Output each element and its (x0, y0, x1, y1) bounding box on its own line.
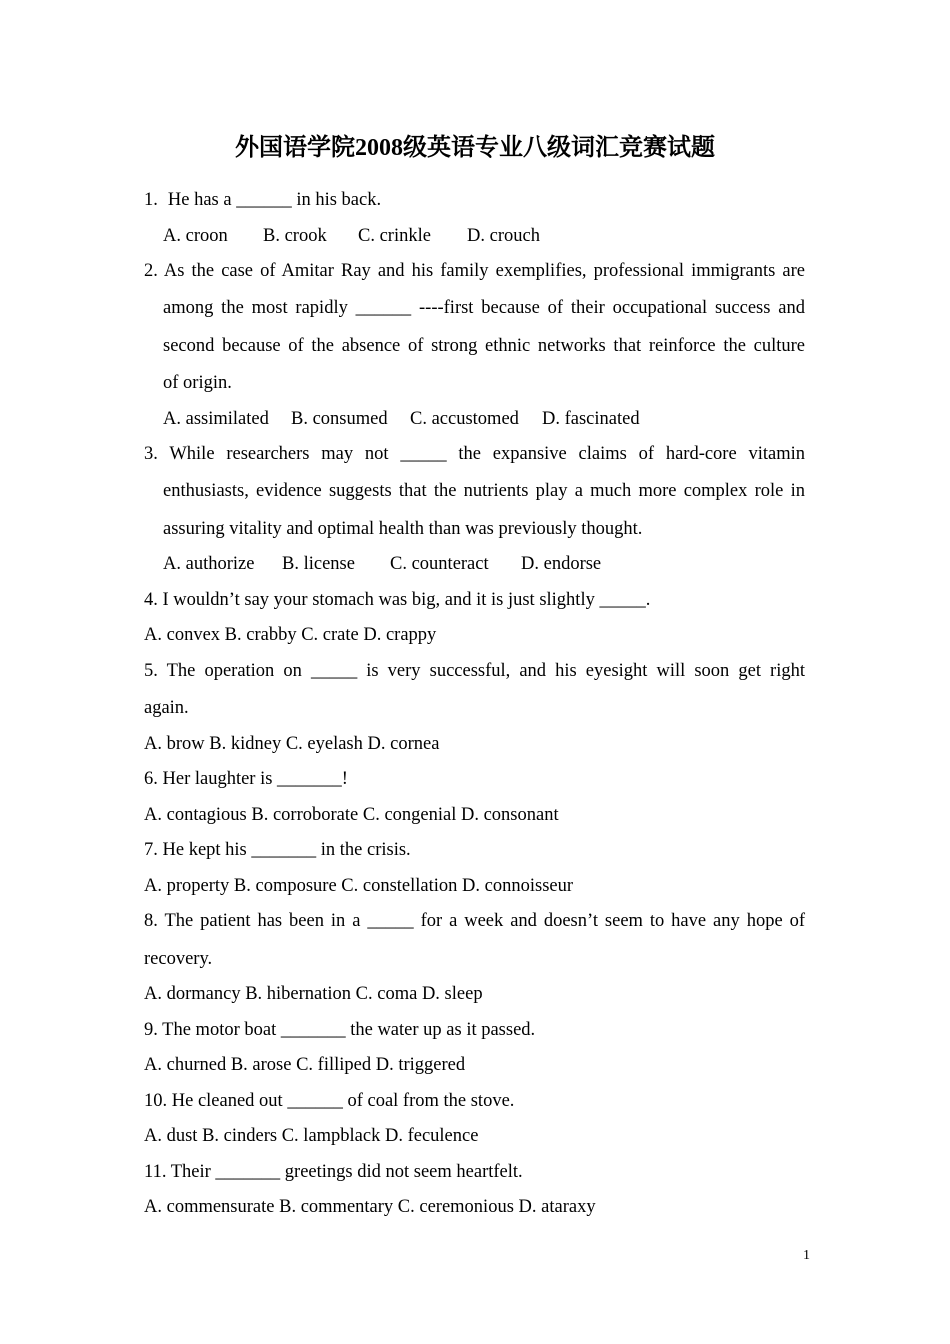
question-2-line-1: 2. As the case of Amitar Ray and his family exemplifies, professional immigrants are (144, 261, 805, 281)
question-8-line-2: recovery. (144, 949, 213, 969)
question-7-options: A. property B. composure C. constellation D. connoisseur (144, 876, 574, 896)
question-11-stem: 11. Their _______ greetings did not seem heartfelt. (144, 1162, 523, 1182)
question-4-options: A. convex B. crabby C. crate D. crappy (144, 625, 437, 645)
question-2-option-d: D. fascinated (542, 409, 640, 429)
question-5-line-2: again. (144, 698, 189, 718)
question-10-stem: 10. He cleaned out ______ of coal from the stove. (144, 1091, 515, 1111)
question-4-stem: 4. I wouldn’t say your stomach was big, and it is just slightly _____. (144, 590, 651, 610)
question-11-options: A. commensurate B. commentary C. ceremonious D. ataraxy (144, 1197, 596, 1217)
question-3-options (163, 552, 601, 576)
question-3-line-3: assuring vitality and optimal health than was previously thought. (163, 519, 643, 539)
question-3-option-c: C. counteract (390, 554, 489, 574)
question-2-options (163, 407, 640, 431)
question-2-option-c: C. accustomed (410, 409, 519, 429)
question-1-option-a: A. croon (163, 226, 228, 246)
question-6-stem: 6. Her laughter is _______! (144, 769, 348, 789)
question-3-line-2: enthusiasts, evidence suggests that the nutrients play a much more complex role in (163, 481, 805, 501)
question-1-number: 1. (144, 190, 158, 210)
question-1-stem (144, 188, 381, 212)
question-2-option-b: B. consumed (291, 409, 388, 429)
question-1-option-b: B. crook (263, 226, 327, 246)
question-10-options: A. dust B. cinders C. lampblack D. feculence (144, 1126, 479, 1146)
question-7-stem: 7. He kept his _______ in the crisis. (144, 840, 411, 860)
question-2-line-3: second because of the absence of strong ethnic networks that reinforce the culture (163, 336, 805, 356)
question-6-options: A. contagious B. corroborate C. congenial D. consonant (144, 805, 559, 825)
question-8-line-1: 8. The patient has been in a _____ for a week and doesn’t seem to have any hope of (144, 911, 805, 931)
page-title: 外国语学院2008级英语专业八级词汇竞赛试题 (235, 135, 715, 161)
question-1-text: He has a ______ in his back. (167, 190, 382, 210)
page-number: 1 (803, 1248, 810, 1263)
question-5-options: A. brow B. kidney C. eyelash D. cornea (144, 734, 440, 754)
question-3-option-d: D. endorse (521, 554, 602, 574)
question-5-line-1: 5. The operation on _____ is very successful, and his eyesight will soon get right (144, 661, 805, 681)
question-8-options: A. dormancy B. hibernation C. coma D. sleep (144, 984, 483, 1004)
question-1-option-d: D. crouch (467, 226, 540, 246)
question-3-option-a: A. authorize (163, 554, 255, 574)
question-2-line-2: among the most rapidly ______ ----first because of their occupational success and (163, 298, 805, 318)
question-1-options (163, 224, 540, 248)
question-1-option-c: C. crinkle (358, 226, 431, 246)
question-3-line-1: 3. While researchers may not _____ the expansive claims of hard-core vitamin (144, 444, 805, 464)
question-9-stem: 9. The motor boat _______ the water up as it passed. (144, 1020, 536, 1040)
question-9-options: A. churned B. arose C. filliped D. triggered (144, 1055, 466, 1075)
question-2-line-4: of origin. (163, 373, 232, 393)
question-3-option-b: B. license (282, 554, 355, 574)
question-2-option-a: A. assimilated (163, 409, 269, 429)
